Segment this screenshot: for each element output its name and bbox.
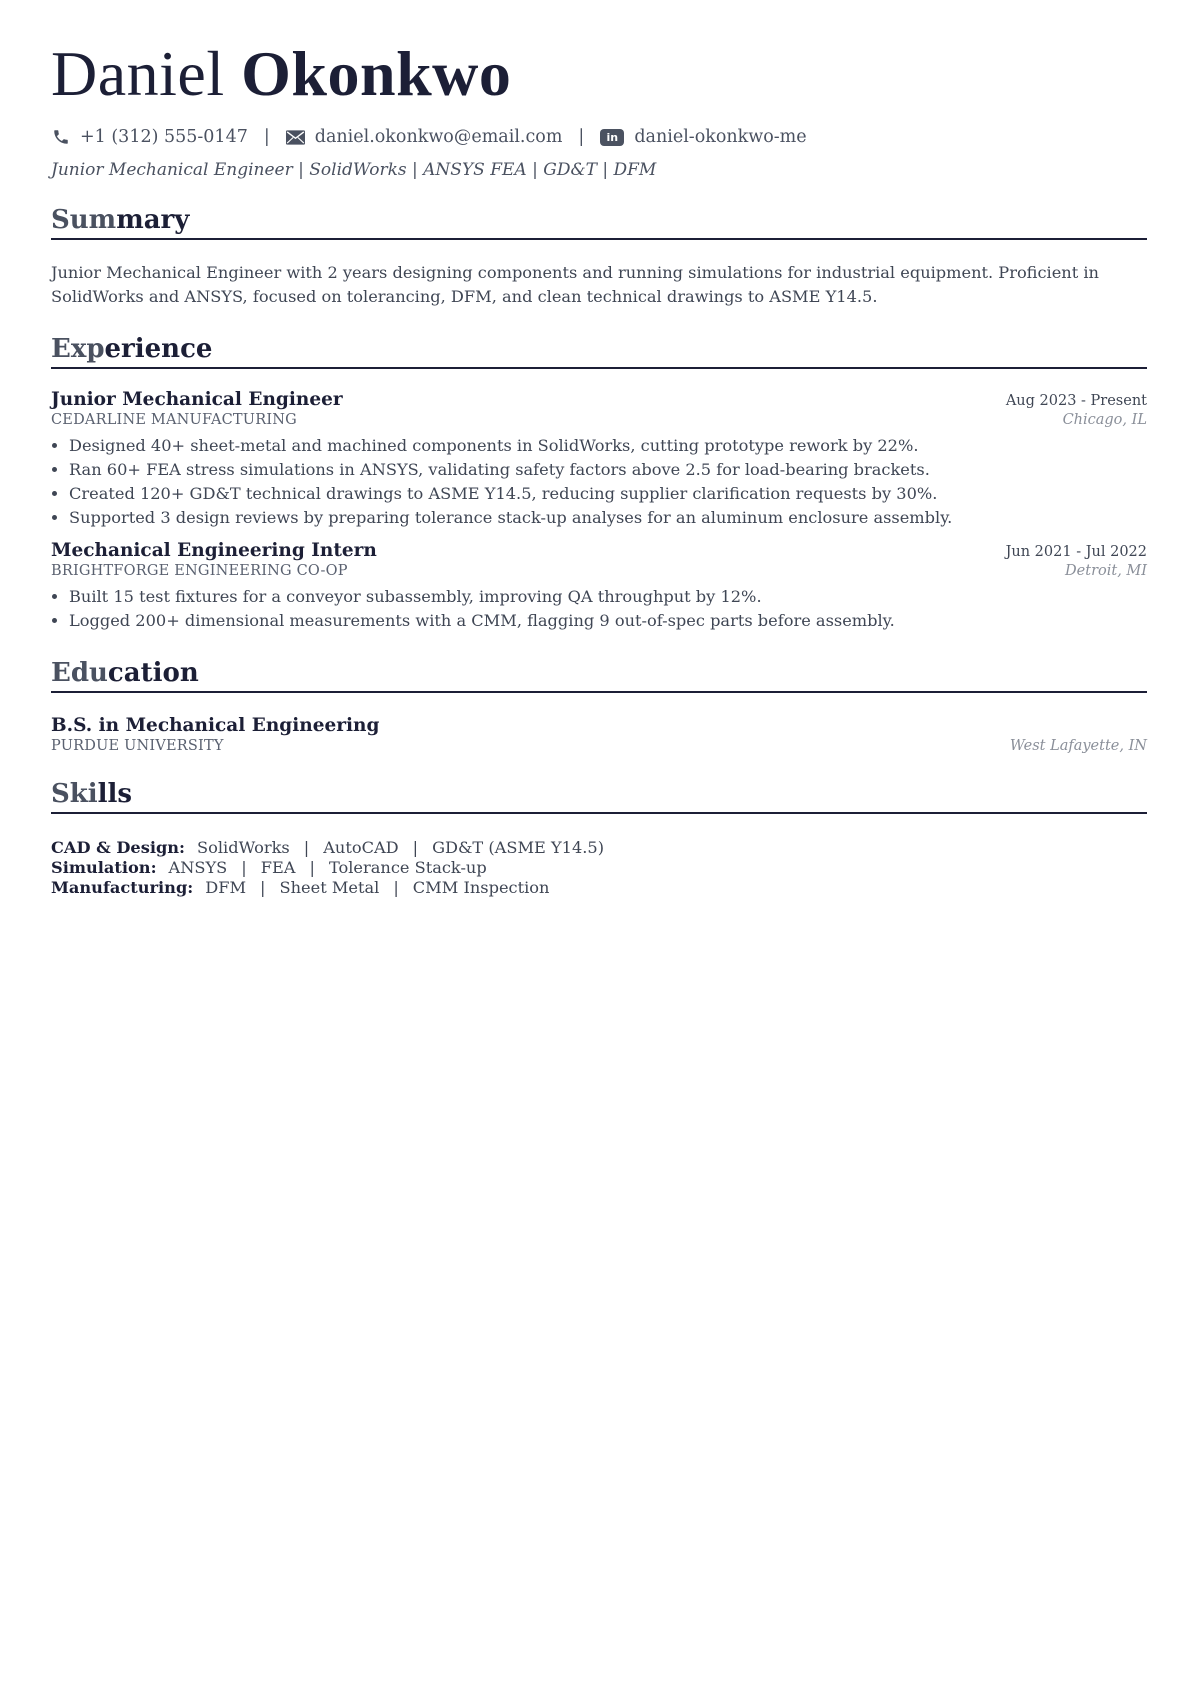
skill-item: Tolerance Stack-up [328,858,487,877]
education-section [51,657,1147,754]
envelope-icon [286,127,306,147]
bullet-item: • Ran 60+ FEA stress simulations in ANSYS, validating safety factors above 2.5 for load-bearing brackets. [69,458,1147,482]
job-title: Mechanical Engineering Intern [51,540,377,561]
contact-line [51,124,1147,150]
section-title-summary: Summary [51,204,1147,240]
contact-linkedin[interactable] [600,127,806,147]
skill-separator: | [309,858,315,877]
school-name: PURDUE UNIVERSITY [51,738,224,754]
job-bullets [51,585,1147,633]
contact-separator: | [578,127,585,147]
skill-item: ANSYS [168,858,228,877]
experience-section [51,333,1147,633]
bullet-item: • Logged 200+ dimensional measurements with a CMM, flagging 9 out-of-spec parts before assembly. [69,609,1147,633]
company-name: BRIGHTFORGE ENGINEERING CO-OP [51,563,348,579]
email-address: daniel.okonkwo@email.com [314,127,563,147]
bullet-item: • Designed 40+ sheet-metal and machined components in SolidWorks, cutting prototype rework by 22%. [69,434,1147,458]
skill-category: Simulation: [51,858,157,877]
job-dates: Jun 2021 - Jul 2022 [1005,544,1147,560]
linkedin-handle: daniel-okonkwo-me [634,127,807,147]
skill-separator: | [260,878,266,897]
degree: B.S. in Mechanical Engineering [51,715,380,736]
last-name: Okonkwo [241,38,512,109]
candidate-name [51,36,1147,112]
school-location: West Lafayette, IN [1009,738,1147,754]
skill-item: FEA [260,858,296,877]
section-title-education: Education [51,657,1147,693]
linkedin-icon: in [600,129,624,146]
job-entry [51,540,1147,633]
skills-list [51,838,1147,898]
bullet-item: • Built 15 test fixtures for a conveyor subassembly, improving QA throughput by 12%. [69,585,1147,609]
phone-icon [51,127,71,147]
education-entry [51,715,1147,754]
section-title-skills: Skills [51,778,1147,814]
job-location: Detroit, MI [1065,563,1147,579]
skill-category: Manufacturing: [51,878,194,897]
skill-item: DFM [205,878,247,897]
skill-separator: | [412,838,419,857]
section-title-experience: Experience [51,333,1147,369]
skill-row [51,838,1147,858]
skill-item: GD&T (ASME Y14.5) [432,838,605,857]
contact-separator: | [263,127,270,147]
bullet-item: • Supported 3 design reviews by preparing tolerance stack-up analyses for an aluminum enclosure assembly. [69,506,1147,530]
job-dates: Aug 2023 - Present [1005,393,1147,409]
job-bullets [51,434,1147,530]
summary-section [51,204,1147,309]
phone-number: +1 (312) 555-0147 [80,127,248,147]
company-name: CEDARLINE MANUFACTURING [51,412,297,428]
skill-separator: | [393,878,399,897]
skill-item: Sheet Metal [279,878,380,897]
job-location: Chicago, IL [1062,412,1147,428]
skill-item: CMM Inspection [412,878,550,897]
contact-email[interactable] [286,127,563,147]
skill-row [51,858,1147,878]
skills-section [51,778,1147,898]
skill-category: CAD & Design: [51,838,186,857]
first-name: Daniel [51,38,225,109]
job-entry [51,389,1147,530]
skill-separator: | [303,838,310,857]
skill-row [51,878,1147,898]
headline-tagline: Junior Mechanical Engineer | SolidWorks | ANSYS FEA | GD&T | DFM [51,160,657,180]
resume-page [51,36,1147,898]
skill-item: SolidWorks [197,838,290,857]
summary-text: Junior Mechanical Engineer with 2 years designing components and running simulations for industrial equipment. Proficient in SolidWorks and ANSYS, focused on tolerancing, DFM, and clean technical drawings to ASME Y14.5. [51,263,1099,306]
skill-separator: | [241,858,247,877]
job-title: Junior Mechanical Engineer [51,389,343,410]
skill-item: AutoCAD [323,838,399,857]
contact-phone[interactable] [51,127,248,147]
bullet-item: • Created 120+ GD&T technical drawings to ASME Y14.5, reducing supplier clarification requests by 30%. [69,482,1147,506]
